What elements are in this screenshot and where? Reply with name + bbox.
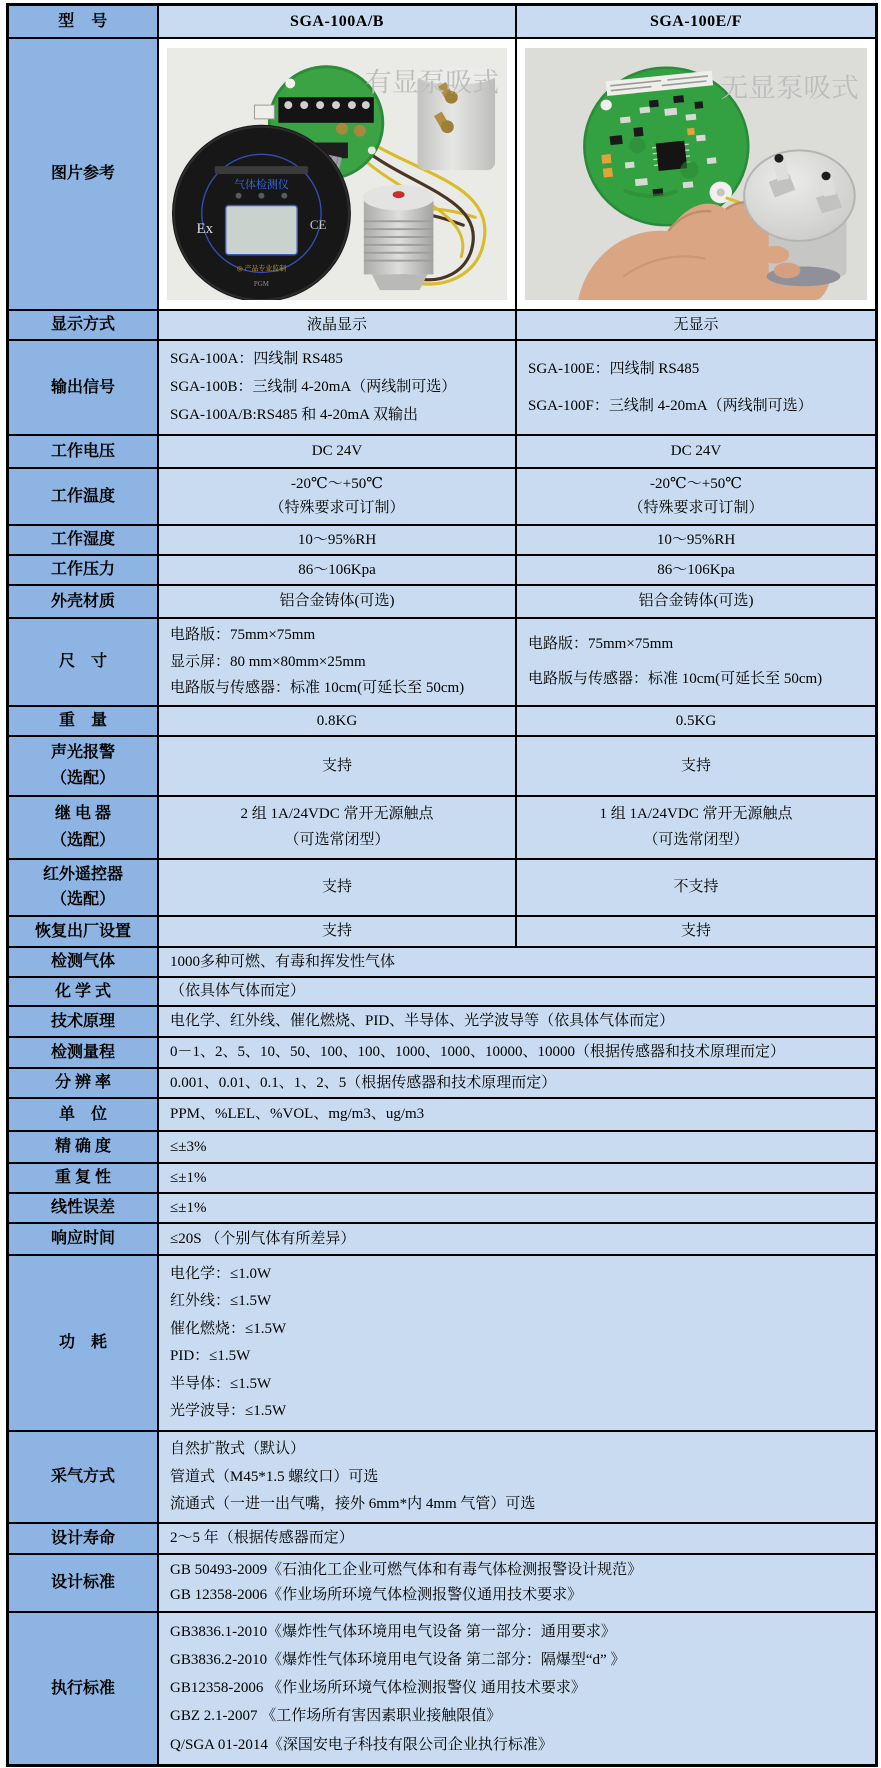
value-a-voltage <box>159 436 517 467</box>
text-line: SGA-100E/F <box>649 12 743 30</box>
text-line: 电路版与传感器：标准 10cm(可延长至 50cm) <box>170 679 465 696</box>
row-header-principle <box>9 1007 159 1036</box>
row-header-response <box>9 1224 159 1254</box>
text-line: GB3836.1-2010《爆炸性气体环境用电气设备 第一部分：通用要求》 <box>170 1623 616 1640</box>
text-line: 输出信号 <box>50 378 115 396</box>
text-line: 尺 寸 <box>58 653 107 670</box>
text-line: 检测量程 <box>50 1043 115 1061</box>
text-line: 催化燃烧：≤1.5W <box>170 1320 287 1337</box>
value-resolution <box>159 1069 875 1097</box>
value-sampling <box>159 1432 875 1522</box>
text-line: 自然扩散式（默认） <box>170 1441 306 1458</box>
value-b-alarm <box>517 737 875 795</box>
text-line: 工作湿度 <box>50 531 115 548</box>
value-a-relay <box>159 797 517 858</box>
gauge-pgm-text: PGM <box>253 281 269 289</box>
watermark-right: 无显泵吸式 <box>720 73 859 104</box>
text-line: SGA-100A/B <box>290 12 384 30</box>
text-line: GB12358-2006 《作业场所环境气体检测报警仪 通用技术要求》 <box>170 1680 586 1697</box>
row-humidity <box>9 526 875 556</box>
row-header-image <box>9 39 159 309</box>
text-line: （可选常闭型） <box>643 832 749 849</box>
text-line: 不支持 <box>673 879 719 896</box>
text-line: 1 组 1A/24VDC 常开无源触点 <box>599 805 793 822</box>
value-unit <box>159 1099 875 1130</box>
text-line: （特殊要求可订制） <box>628 500 764 517</box>
text-line: SGA-100A/B:RS485 和 4-20mA 双输出 <box>170 407 418 424</box>
text-line: 支持 <box>680 757 711 774</box>
text-line: 铝合金铸体(可选) <box>638 593 754 610</box>
photo-cell-sga100ef <box>517 39 875 309</box>
value-formula <box>159 978 875 1005</box>
sensor-red-dot <box>393 191 405 198</box>
value-life <box>159 1524 875 1553</box>
text-line: 继 电 器 <box>54 805 111 822</box>
text-line: 86～106Kpa <box>298 561 376 578</box>
text-line: 半导体：≤1.5W <box>170 1375 272 1392</box>
row-reset <box>9 917 875 948</box>
value-b-pressure <box>517 556 875 584</box>
row-header-gas <box>9 948 159 976</box>
text-line: -20℃～+50℃ <box>290 475 383 492</box>
row-header-life <box>9 1524 159 1553</box>
text-line: 电化学、红外线、催化燃烧、PID、半导体、光学波导等（依具体气体而定） <box>170 1013 675 1030</box>
row-remote <box>9 860 875 917</box>
row-header-temperature <box>9 469 159 524</box>
text-line: 管道式（M45*1.5 螺纹口）可选 <box>170 1468 379 1485</box>
text-line: 功 耗 <box>58 1334 107 1351</box>
text-line: ≤20S （个别气体有所差异） <box>170 1230 356 1247</box>
value-a-humidity <box>159 526 517 554</box>
text-line: （依具体气体而定） <box>170 983 306 1000</box>
row-image <box>9 39 875 311</box>
value-b-temperature <box>517 469 875 524</box>
text-line: 电路版：75mm×75mm <box>170 627 316 644</box>
text-line: 流通式（一进一出气嘴，接外 6mm*内 4mm 气管）可选 <box>170 1495 536 1512</box>
text-line: 支持 <box>680 923 711 940</box>
row-size <box>9 619 875 707</box>
row-shell <box>9 586 875 619</box>
row-alarm <box>9 737 875 797</box>
text-line: 无显示 <box>673 316 719 333</box>
text-line: 0.8KG <box>316 712 358 729</box>
text-line: 铝合金铸体(可选) <box>279 593 395 610</box>
row-header-design_std <box>9 1555 159 1611</box>
row-relay <box>9 797 875 860</box>
text-line: SGA-100B：三线制 4-20mA（两线制可选） <box>170 379 457 396</box>
value-exec_std <box>159 1613 875 1764</box>
text-line: 外壳材质 <box>50 592 115 610</box>
text-line: 86～106Kpa <box>657 561 735 578</box>
text-line: 设计标准 <box>50 1574 115 1591</box>
text-line: 显示方式 <box>50 316 115 333</box>
text-line: 10～95%RH <box>656 531 736 548</box>
row-repeatability <box>9 1164 875 1194</box>
value-a-size <box>159 619 517 705</box>
text-line: SGA-100A：四线制 RS485 <box>170 351 343 368</box>
row-design_std <box>9 1555 875 1613</box>
row-header-humidity <box>9 526 159 554</box>
text-line: GBZ 2.1-2007 《工作场所有害因素职业接触限值》 <box>170 1708 502 1725</box>
text-line: GB3836.2-2010《爆炸性气体环境用电气设备 第二部分：隔爆型“d” 》 <box>170 1651 626 1668</box>
text-line: DC 24V <box>311 443 363 460</box>
value-b-reset <box>517 917 875 946</box>
row-header-unit <box>9 1099 159 1130</box>
value-a-model <box>159 6 517 37</box>
value-a-reset <box>159 917 517 946</box>
value-b-humidity <box>517 526 875 554</box>
text-line: PPM、%LEL、%VOL、mg/m3、ug/m3 <box>170 1106 425 1123</box>
text-line: （选配） <box>50 770 115 787</box>
text-line: GB 12358-2006《作业场所环境气体检测报警仪通用技术要求》 <box>170 1587 583 1604</box>
row-power <box>9 1256 875 1432</box>
row-header-power <box>9 1256 159 1430</box>
row-pressure <box>9 556 875 586</box>
row-model <box>9 6 875 39</box>
text-line: 2～5 年（根据传感器而定） <box>170 1530 354 1547</box>
text-line: 重 量 <box>58 712 107 729</box>
row-response <box>9 1224 875 1256</box>
value-a-output <box>159 341 517 434</box>
text-line: （选配） <box>50 832 115 849</box>
product-photo-sga100ab <box>167 48 507 300</box>
text-line: 图片参考 <box>50 165 115 182</box>
value-gas <box>159 948 875 976</box>
text-line: 设计寿命 <box>50 1529 115 1547</box>
text-line: SGA-100F：三线制 4-20mA（两线制可选） <box>528 397 813 414</box>
text-line: 光学波导：≤1.5W <box>170 1403 287 1420</box>
row-header-accuracy <box>9 1132 159 1162</box>
text-line: GB 50493-2009《石油化工企业可燃气体和有毒气体检测报警设计规范》 <box>170 1562 643 1579</box>
value-a-weight <box>159 707 517 735</box>
text-line: 采气方式 <box>50 1468 115 1485</box>
text-line: 精 确 度 <box>54 1138 111 1155</box>
gauge-ce-mark: CE <box>309 218 327 233</box>
spec-table <box>6 3 878 1767</box>
gauge-footer-text: ◎ 产品专业监制 <box>236 265 287 273</box>
row-output <box>9 341 875 436</box>
text-line: （选配） <box>50 891 115 908</box>
text-line: 化 学 式 <box>54 982 111 1000</box>
text-line: 重 复 性 <box>54 1169 111 1186</box>
value-a-shell <box>159 586 517 617</box>
row-header-formula <box>9 978 159 1005</box>
gauge-head <box>172 125 351 300</box>
row-header-output <box>9 341 159 434</box>
text-line: ≤±1% <box>170 1199 207 1216</box>
row-gas <box>9 948 875 978</box>
value-a-alarm <box>159 737 517 795</box>
text-line: 0.001、0.01、0.1、1、2、5（根据传感器和技术原理而定） <box>170 1074 557 1091</box>
row-header-linearity <box>9 1194 159 1222</box>
text-line: -20℃～+50℃ <box>649 475 742 492</box>
text-line: ≤±1% <box>170 1169 207 1186</box>
text-line: 电化学：≤1.0W <box>170 1265 272 1282</box>
row-life <box>9 1524 875 1555</box>
value-accuracy <box>159 1132 875 1162</box>
row-header-relay <box>9 797 159 858</box>
row-header-remote <box>9 860 159 915</box>
text-line: 液晶显示 <box>306 316 367 333</box>
value-range <box>159 1038 875 1067</box>
text-line: Q/SGA 01-2014《深国安电子科技有限公司企业执行标准》 <box>170 1736 553 1753</box>
text-line: 支持 <box>321 879 352 896</box>
gauge-ex-mark: Ex <box>196 221 214 238</box>
text-line: 红外线：≤1.5W <box>170 1293 272 1310</box>
value-a-pressure <box>159 556 517 584</box>
text-line: 声光报警 <box>50 744 115 761</box>
row-voltage <box>9 436 875 469</box>
row-header-alarm <box>9 737 159 795</box>
row-header-voltage <box>9 436 159 467</box>
value-b-remote <box>517 860 875 915</box>
text-line: 1000多种可燃、有毒和挥发性气体 <box>170 953 396 970</box>
text-line: 分 辨 率 <box>54 1074 111 1091</box>
row-principle <box>9 1007 875 1038</box>
text-line: 单 位 <box>58 1105 107 1123</box>
text-line: 支持 <box>321 923 352 940</box>
value-b-size <box>517 619 875 705</box>
row-linearity <box>9 1194 875 1224</box>
text-line: DC 24V <box>670 443 722 460</box>
row-sampling <box>9 1432 875 1524</box>
row-header-display <box>9 311 159 339</box>
text-line: （特殊要求可订制） <box>269 500 405 517</box>
text-line: 红外遥控器 <box>42 866 123 883</box>
photo-cell-sga100ab <box>159 39 517 309</box>
ribbed-sensor <box>363 185 435 290</box>
row-header-pressure <box>9 556 159 584</box>
value-b-model <box>517 6 875 37</box>
gauge-brand-text: 气体检测仪 <box>234 178 289 191</box>
value-response <box>159 1224 875 1254</box>
text-line: SGA-100E：四线制 RS485 <box>528 360 700 377</box>
row-unit <box>9 1099 875 1132</box>
value-a-remote <box>159 860 517 915</box>
text-line: （可选常闭型） <box>284 832 390 849</box>
row-range <box>9 1038 875 1069</box>
value-b-voltage <box>517 436 875 467</box>
product-photo-sga100ef <box>525 48 867 300</box>
row-display <box>9 311 875 341</box>
row-header-size <box>9 619 159 705</box>
row-weight <box>9 707 875 737</box>
text-line: 线性误差 <box>50 1199 115 1216</box>
value-b-output <box>517 341 875 434</box>
row-header-exec_std <box>9 1613 159 1764</box>
value-linearity <box>159 1194 875 1222</box>
row-temperature <box>9 469 875 526</box>
row-exec_std <box>9 1613 875 1764</box>
row-resolution <box>9 1069 875 1099</box>
text-line: 型 号 <box>58 12 108 30</box>
value-a-temperature <box>159 469 517 524</box>
row-header-weight <box>9 707 159 735</box>
text-line: 恢复出厂设置 <box>34 922 131 940</box>
text-line: 2 组 1A/24VDC 常开无源触点 <box>240 805 434 822</box>
text-line: 工作温度 <box>50 487 115 505</box>
text-line: 检测气体 <box>50 953 115 970</box>
text-line: 电路版：75mm×75mm <box>528 636 674 653</box>
value-repeatability <box>159 1164 875 1192</box>
text-line: PID：≤1.5W <box>170 1348 251 1365</box>
text-line: 执行标准 <box>50 1679 115 1697</box>
row-header-model <box>9 6 159 37</box>
value-a-display <box>159 311 517 339</box>
row-header-resolution <box>9 1069 159 1097</box>
value-b-shell <box>517 586 875 617</box>
row-header-shell <box>9 586 159 617</box>
value-b-display <box>517 311 875 339</box>
row-formula <box>9 978 875 1007</box>
text-line: 电路版与传感器：标准 10cm(可延长至 50cm) <box>528 671 823 688</box>
value-principle <box>159 1007 875 1036</box>
value-design_std <box>159 1555 875 1611</box>
row-header-repeatability <box>9 1164 159 1192</box>
text-line: 0.5KG <box>675 712 717 729</box>
text-line: 工作电压 <box>50 442 115 460</box>
text-line: ≤±3% <box>170 1138 207 1155</box>
row-header-range <box>9 1038 159 1067</box>
text-line: 10～95%RH <box>297 531 377 548</box>
text-line: 显示屏：80 mm×80mm×25mm <box>170 653 366 670</box>
row-accuracy <box>9 1132 875 1164</box>
text-line: 0－1、2、5、10、50、100、100、1000、1000、10000、10000（根据传感器和技术原理而定） <box>170 1044 786 1061</box>
text-line: 支持 <box>321 757 352 774</box>
value-b-weight <box>517 707 875 735</box>
value-b-relay <box>517 797 875 858</box>
text-line: 技术原理 <box>50 1012 115 1030</box>
text-line: 响应时间 <box>50 1230 115 1247</box>
row-header-reset <box>9 917 159 946</box>
watermark-left: 有显泵吸式 <box>364 67 500 98</box>
value-power <box>159 1256 875 1430</box>
row-header-sampling <box>9 1432 159 1522</box>
text-line: 工作压力 <box>50 561 115 578</box>
